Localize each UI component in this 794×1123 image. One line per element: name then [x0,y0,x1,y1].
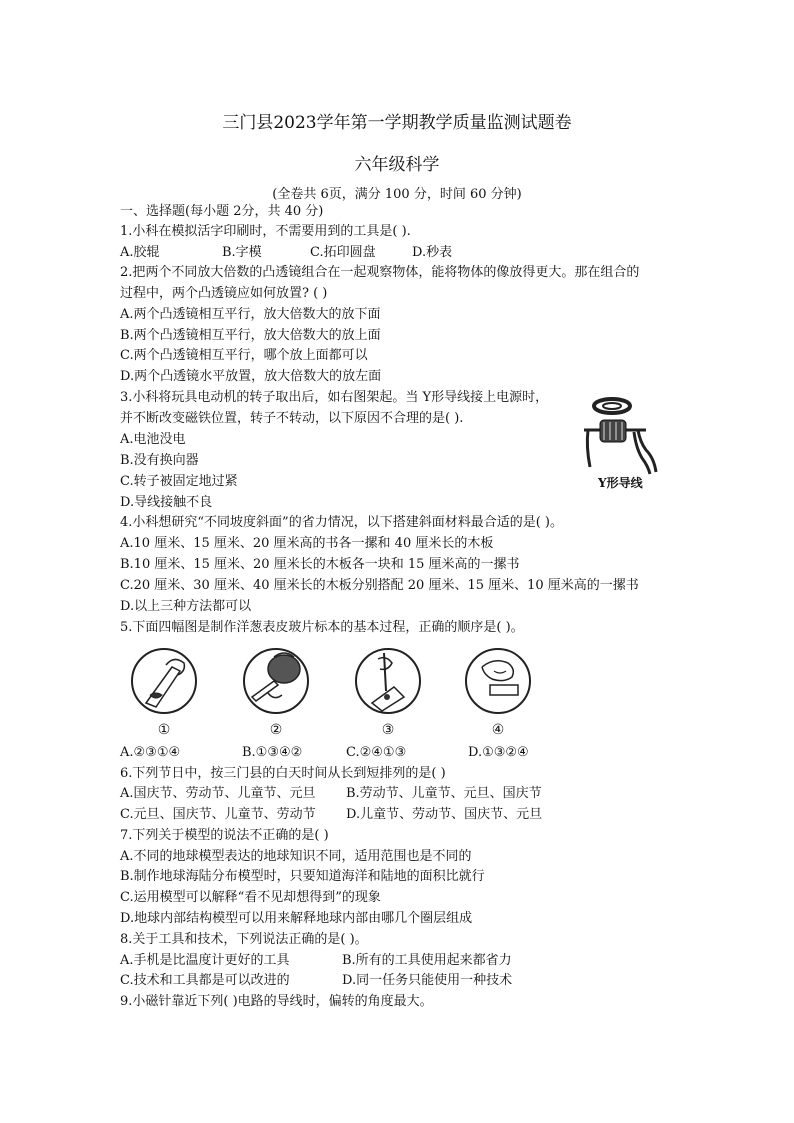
q6-option-b: B.劳动节、儿童节、元旦、国庆节 [346,786,542,801]
q2-option-d: D.两个凸透镜水平放置，放大倍数大的放左面 [120,369,382,384]
q1-stem: 1.小科在模拟活字印刷时，不需要用到的工具是( ). [120,224,411,239]
q6-option-d: D.儿童节、劳动节、国庆节、元旦 [346,807,543,822]
q2-option-c: C.两个凸透镜相互平行，哪个放上面都可以 [120,348,368,363]
q2-option-a: A.两个凸透镜相互平行，放大倍数大的放下面 [120,307,381,322]
q4-option-c: C.20 厘米、30 厘米、40 厘米长的木板分别搭配 20 厘米、15 厘米、10 厘米高的一摞书 [120,578,639,593]
q7-option-c: C.运用模型可以解释“看不见却想得到”的现象 [120,890,381,905]
q6-option-a: A.国庆节、劳动节、儿童节、元旦 [120,786,316,801]
figure-label-3: ③ [381,722,395,738]
q8-option-d: D.同一任务只能使用一种技术 [342,973,513,988]
q5-option-b: B.①③④② [242,745,303,760]
q4-option-a: A.10 厘米、15 厘米、20 厘米高的书各一摞和 40 厘米长的木板 [120,536,494,551]
q1-option-b: B.字模 [222,245,262,260]
q1-option-c: C.拓印圆盘 [310,245,376,260]
q1-option-a: A.胶辊 [120,245,160,260]
figure-label-2: ② [269,722,283,738]
section-heading: 一、选择题(每小题 2分，共 40 分) [120,204,324,219]
q9-stem: 9.小磁针靠近下列( )电路的导线时，偏转的角度最大。 [120,994,433,1009]
onion-step-4-figure [460,645,536,717]
q5-option-c: C.②④①③ [346,745,407,760]
q3-stem-2: 并不断改变磁铁位置，转子不转动，以下原因不合理的是( ). [120,411,464,426]
q2-stem-2: 过程中，两个凸透镜应如何放置? ( ) [120,286,328,301]
q5-option-a: A.②③①④ [120,745,181,760]
figure-label-1: ① [157,722,171,738]
figure-label-4: ④ [491,722,505,738]
q7-option-d: D.地球内部结构模型可以用来解释地球内部由哪几个圈层组成 [120,911,473,926]
q8-stem: 8.关于工具和技术，下列说法正确的是( )。 [120,932,368,947]
onion-step-2-figure [238,645,314,717]
onion-step-1-figure [126,645,202,717]
q2-stem-1: 2.把两个不同放大倍数的凸透镜组合在一起观察物体，能将物体的像放得更大。那在组合的 [120,265,640,280]
onion-step-3-figure [350,645,426,717]
exam-subject: 六年级科学 [354,155,440,175]
q4-stem: 4.小科想研究“不同坡度斜面”的省力情况，以下搭建斜面材料最合适的是( )。 [120,515,563,530]
q2-option-b: B.两个凸透镜相互平行，放大倍数大的放上面 [120,328,381,343]
q7-stem: 7.下列关于模型的说法不正确的是( ) [120,828,329,843]
q8-option-a: A.手机是比温度计更好的工具 [120,953,290,968]
q1-option-d: D.秒表 [412,245,453,260]
q4-option-b: B.10 厘米、15 厘米、20 厘米长的木板各一块和 15 厘米高的一摞书 [120,557,520,572]
q5-stem: 5.下面四幅图是制作洋葱表皮玻片标本的基本过程，正确的顺序是( )。 [120,620,524,635]
q3-stem-1: 3.小科将玩具电动机的转子取出后，如右图架起。当 Y形导线接上电源时， [120,390,549,405]
q6-stem: 6.下列节日中，按三门县的白天时间从长到短排列的是( ) [120,766,446,781]
exam-title: 三门县2023学年第一学期教学质量监测试题卷 [222,113,572,133]
q3-option-c: C.转子被固定地过紧 [120,474,238,489]
q3-option-b: B.没有换向器 [120,453,199,468]
q8-option-b: B.所有的工具使用起来都省力 [342,953,512,968]
q5-option-d: D.①③②④ [468,745,529,760]
q7-option-b: B.制作地球海陆分布模型时，只要知道海洋和陆地的面积比就行 [120,869,485,884]
q7-option-a: A.不同的地球模型表达的地球知识不同，适用范围也是不同的 [120,849,472,864]
q8-option-c: C.技术和工具都是可以改进的 [120,973,290,988]
q6-option-c: C.元旦、国庆节、儿童节、劳动节 [120,807,316,822]
y-wire-label: Y形导线 [598,476,643,490]
q4-option-d: D.以上三种方法都可以 [120,599,252,614]
q3-option-a: A.电池没电 [120,432,186,447]
q3-option-d: D.导线接触不良 [120,495,213,510]
exam-info: (全卷共 6页，满分 100 分，时间 60 分钟) [272,187,522,202]
